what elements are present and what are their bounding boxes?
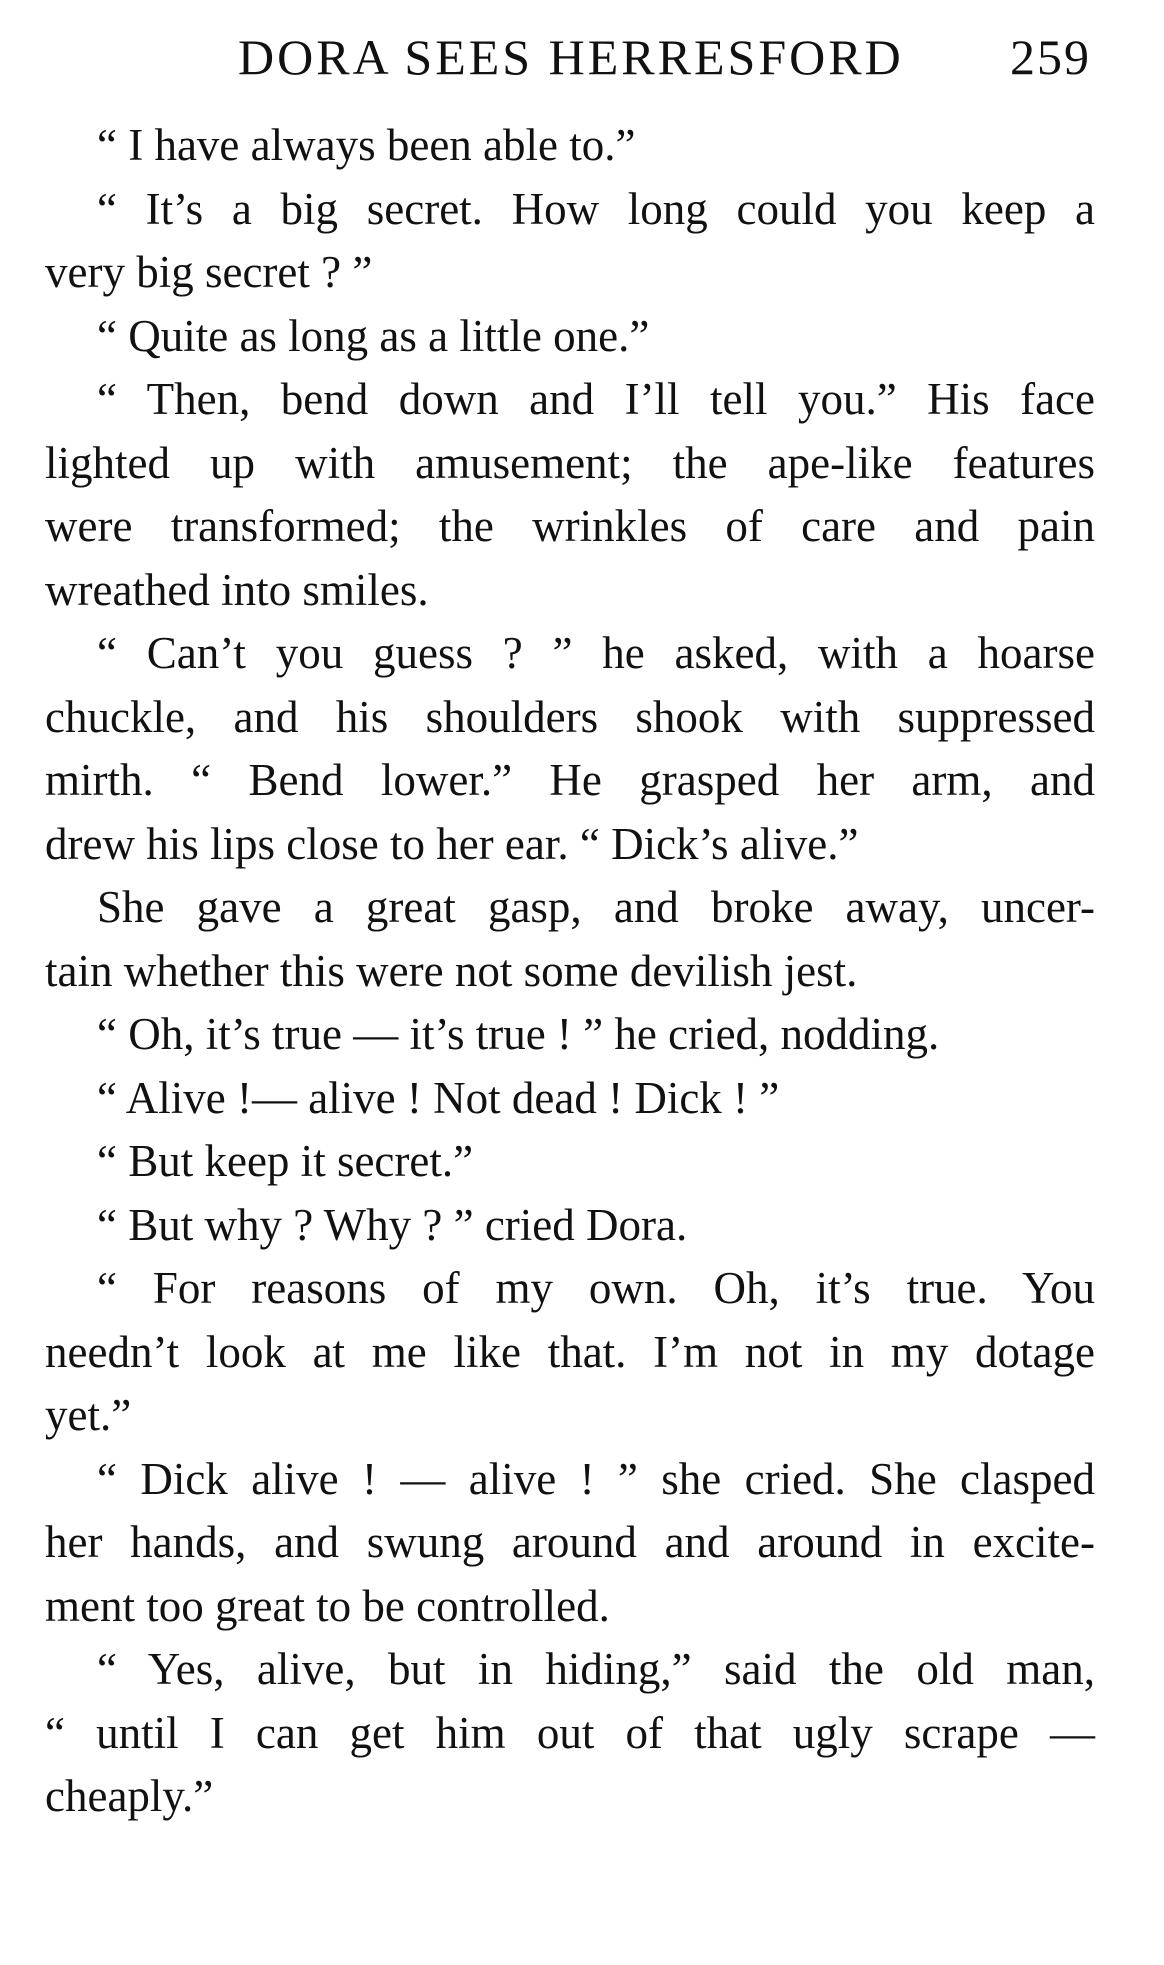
text-line: “ But keep it secret.”	[97, 1136, 474, 1186]
text-line: were transformed; the wrinkles of care and pain	[45, 501, 1095, 551]
text-line: “ Yes, alive, but in hiding,” said the old man,	[97, 1644, 1095, 1694]
text-line: She gave a great gasp, and broke away, uncer-	[97, 882, 1095, 932]
text-line: wreathed into smiles.	[45, 564, 429, 615]
text-line: “ until I can get him out of that ugly scrape —	[45, 1707, 1095, 1758]
text-line: yet.”	[45, 1390, 132, 1440]
text-line: “ I have always been able to.”	[97, 120, 636, 170]
page-number: 259	[1010, 29, 1091, 85]
text-line: “ Dick alive ! — alive ! ” she cried. She clasped	[97, 1453, 1095, 1504]
text-line: “ Quite as long as a little one.”	[97, 310, 650, 361]
text-line: “ Alive !— alive ! Not dead ! Dick ! ”	[97, 1072, 780, 1123]
text-line: drew his lips close to her ear. “ Dick’s alive.”	[45, 818, 859, 869]
text-line: very big secret ? ”	[45, 247, 373, 297]
text-line: ment too great to be controlled.	[45, 1580, 610, 1631]
text-line: “ Oh, it’s true — it’s true ! ” he cried, nodding.	[97, 1009, 940, 1059]
body-text	[45, 114, 1095, 1829]
running-head: DORA SEES HERRESFORD	[238, 29, 904, 85]
text-line: “ Can’t you guess ? ” he asked, with a hoarse	[97, 628, 1095, 678]
text-line: her hands, and swung around and around in excite-	[45, 1517, 1095, 1567]
text-line: chuckle, and his shoulders shook with suppressed	[45, 691, 1095, 742]
text-line: “ It’s a big secret. How long could you keep a	[97, 183, 1095, 234]
page-header	[238, 22, 1091, 92]
text-line: needn’t look at me like that. I’m not in my dotage	[45, 1326, 1095, 1377]
text-line: “ For reasons of my own. Oh, it’s true. You	[97, 1263, 1095, 1313]
text-line: mirth. “ Bend lower.” He grasped her arm, and	[45, 755, 1095, 805]
text-line: “ Then, bend down and I’ll tell you.” His face	[97, 374, 1095, 424]
text-line: cheaply.”	[45, 1771, 214, 1821]
text-line: lighted up with amusement; the ape-like features	[45, 437, 1095, 488]
text-line: tain whether this were not some devilish jest.	[45, 945, 858, 996]
text-line: “ But why ? Why ? ” cried Dora.	[97, 1199, 688, 1250]
